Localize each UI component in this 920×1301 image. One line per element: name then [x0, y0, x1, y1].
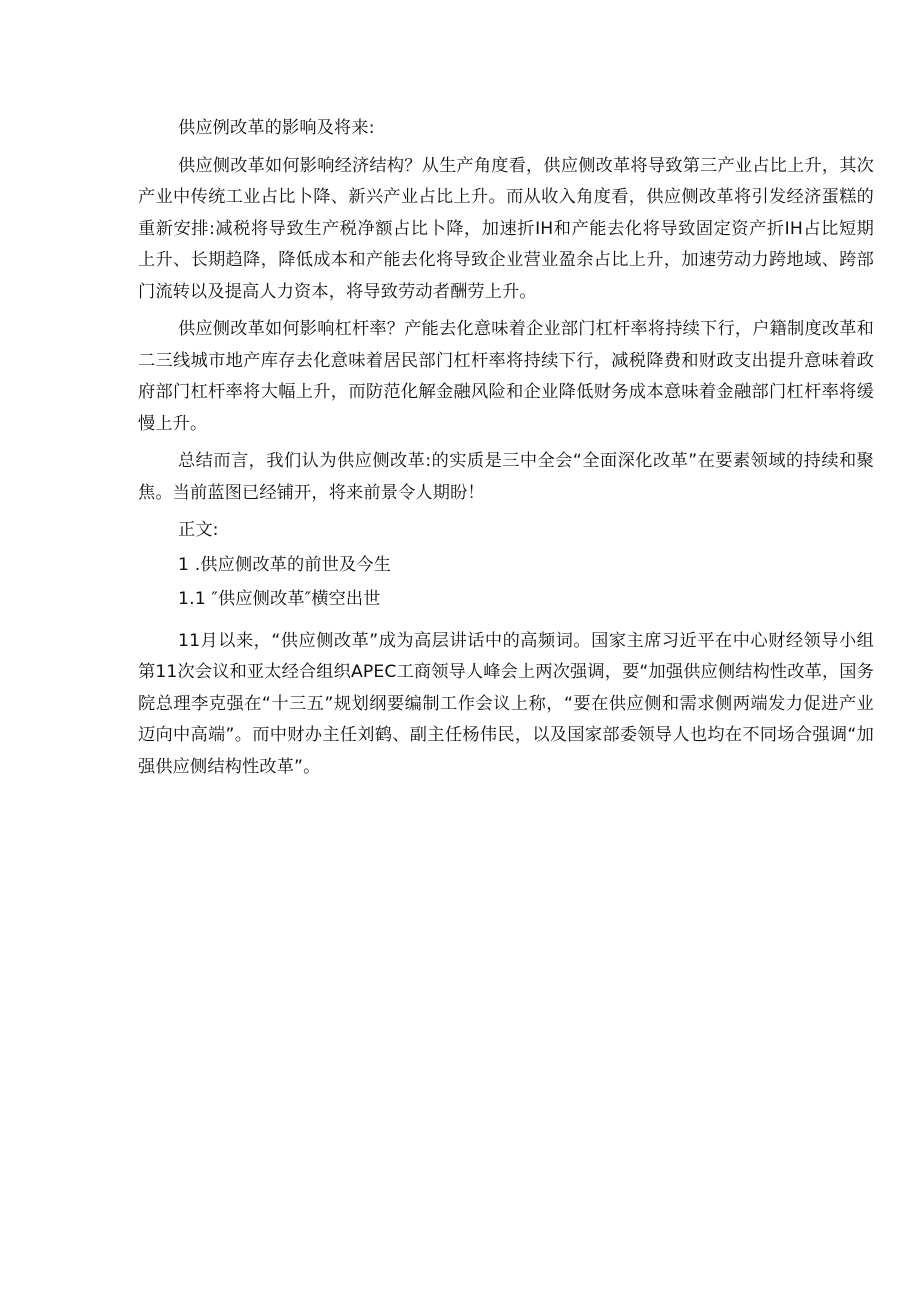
- body-label: 正文:: [178, 520, 219, 540]
- intro-heading: 供应例改革的影响及将来:: [178, 118, 375, 138]
- section-heading-1-1: 1.1 ″供应侧改革″横空出世: [178, 589, 381, 609]
- paragraph-leverage: 供应侧改革如何影响杠杆率？产能去化意味着企业部门杠杆率将持续下行，户籍制度改革和二三线城市地产库存去化意味着居民部门杠杆率将持续下行，减税降费和财政支出提升意味着政府部门杠杆率将大幅上升，而防范化解金融风险和企业降低财务成本意味着金融部门杠杆率将缓慢上升。: [138, 319, 874, 434]
- paragraph-economic-structure: 供应侧改革如何影响经济结构？从生产角度看，供应侧改革将导致第三产业占比上升，其次产业中传统工业占比卜降、新兴产业占比上升。而从收入角度看，供应侧改革将引发经济蛋糕的重新安排:减税将导致生产税净额占比卜降，加速折IH和产能去化将导致固定资产折IH占比短期上升、长期趋降，降低成本和产能去化将导致企业营业盈余占比上升，加速劳动力跨地域、跨部门流转以及提高人力资本，将导致劳动者酬劳上升。: [138, 155, 874, 302]
- paragraph-summary: 总结而言，我们认为供应侧改革:的实质是三中全会“全面深化改革”在要素领域的持续和聚焦。当前蓝图已经铺开，将来前景令人期盼！: [138, 451, 874, 503]
- spacer: [138, 616, 874, 626]
- section-heading-1: 1 .供应侧改革的前世及今生: [178, 554, 392, 575]
- document-body: [138, 113, 874, 783]
- paragraph-high-frequency-term: 11月以来，“供应侧改革”成为高层讲话中的高频词。国家主席习近平在中心财经领导小组第11次会议和亚太经合组织APEC工商领导人峰会上两次强调，要“加强供应侧结构性改革，国务院总理李克强在“十三五”规划纲要编制工作会议上称，“要在供应侧和需求侧两端发力促进产业迈向中高端”。而中财办主任刘鹤、副主任杨伟民，以及国家部委领导人也均在不同场合强调“加强供应侧结构性改革”。: [138, 630, 874, 777]
